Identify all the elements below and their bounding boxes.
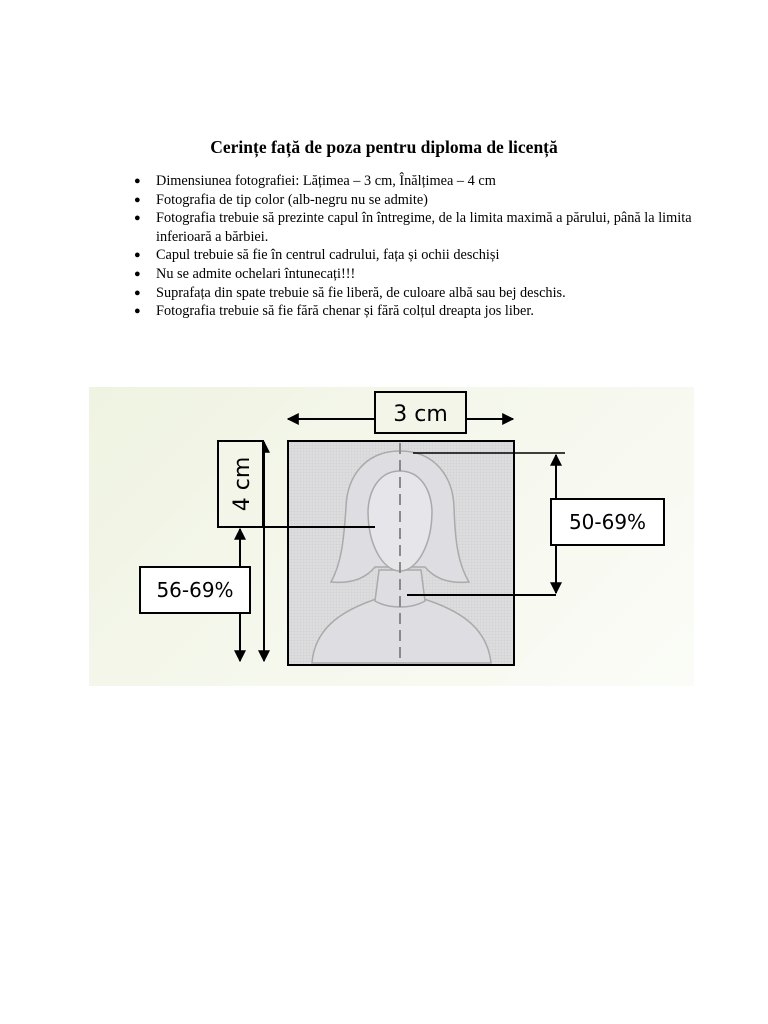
list-item-text: Capul trebuie să fie în centrul cadrului, fața și ochii deschiși bbox=[156, 247, 500, 264]
requirements-list bbox=[133, 172, 713, 321]
bullet-icon: ● bbox=[134, 193, 141, 206]
page-title: Cerințe față de poza pentru diploma de licență bbox=[210, 137, 558, 157]
list-item bbox=[133, 172, 713, 191]
eye-range-label: 56-69% bbox=[156, 578, 234, 602]
list-item bbox=[133, 265, 713, 284]
list-item bbox=[133, 284, 713, 303]
photo-requirements-diagram bbox=[89, 387, 694, 686]
bullet-icon: ● bbox=[134, 212, 141, 225]
list-item-text: Nu se admite ochelari întunecați!!! bbox=[156, 265, 356, 282]
list-item bbox=[133, 302, 713, 321]
width-label: 3 cm bbox=[393, 402, 448, 427]
bullet-icon: ● bbox=[134, 286, 141, 299]
list-item-text: Dimensiunea fotografiei: Lățimea – 3 cm, Înălțimea – 4 cm bbox=[156, 173, 496, 189]
bullet-icon: ● bbox=[134, 175, 141, 187]
list-item-text: Fotografia de tip color (alb-negru nu se admite) bbox=[156, 191, 428, 208]
list-item-text: Fotografia trebuie să prezinte capul în întregime, de la limita maximă a părului, până la limita inferioară a bărbiei. bbox=[156, 210, 692, 245]
bullet-icon: ● bbox=[134, 305, 141, 318]
bullet-icon: ● bbox=[134, 267, 141, 280]
list-item-text: Suprafața din spate trebuie să fie liberă, de culoare albă sau bej deschis. bbox=[156, 284, 566, 301]
bullet-icon: ● bbox=[134, 249, 141, 262]
head-range-label: 50-69% bbox=[568, 510, 647, 534]
diagram-svg bbox=[89, 387, 694, 686]
height-label: 4 cm bbox=[230, 456, 255, 512]
list-item bbox=[133, 209, 713, 246]
list-item bbox=[133, 191, 713, 210]
list-item-text: Fotografia trebuie să fie fără chenar și fără colțul dreapta jos liber. bbox=[156, 303, 534, 320]
list-item bbox=[133, 246, 713, 265]
